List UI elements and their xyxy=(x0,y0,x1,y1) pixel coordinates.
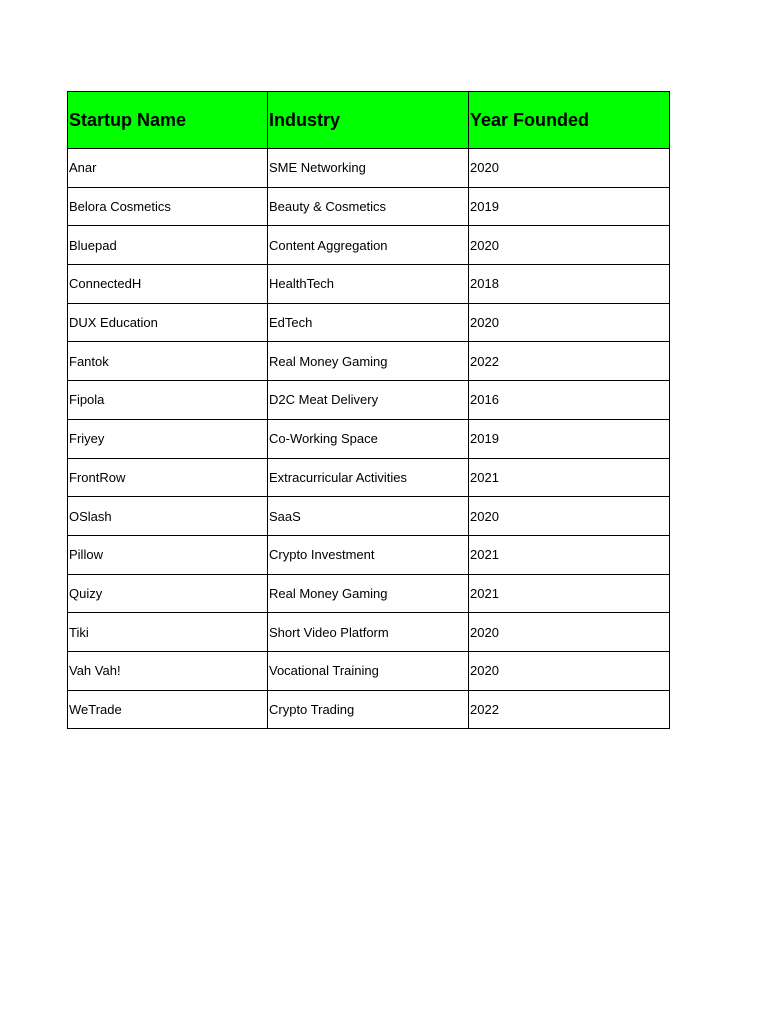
cell-startup-name: Belora Cosmetics xyxy=(68,187,268,226)
cell-industry: Real Money Gaming xyxy=(268,574,469,613)
cell-startup-name: OSlash xyxy=(68,497,268,536)
header-year-founded: Year Founded xyxy=(469,92,670,149)
table-row xyxy=(68,458,670,497)
table-row xyxy=(68,265,670,304)
cell-startup-name: FrontRow xyxy=(68,458,268,497)
cell-startup-name: Tiki xyxy=(68,613,268,652)
table-row xyxy=(68,187,670,226)
cell-startup-name: Fantok xyxy=(68,342,268,381)
cell-year-founded: 2019 xyxy=(469,187,670,226)
cell-industry: Beauty & Cosmetics xyxy=(268,187,469,226)
cell-year-founded: 2020 xyxy=(469,303,670,342)
table-row xyxy=(68,342,670,381)
cell-year-founded: 2020 xyxy=(469,651,670,690)
cell-year-founded: 2016 xyxy=(469,381,670,420)
cell-industry: Extracurricular Activities xyxy=(268,458,469,497)
table-row xyxy=(68,419,670,458)
cell-startup-name: Friyey xyxy=(68,419,268,458)
cell-startup-name: Pillow xyxy=(68,535,268,574)
cell-industry: Short Video Platform xyxy=(268,613,469,652)
cell-year-founded: 2020 xyxy=(469,613,670,652)
cell-startup-name: WeTrade xyxy=(68,690,268,729)
cell-year-founded: 2021 xyxy=(469,458,670,497)
cell-startup-name: Anar xyxy=(68,149,268,188)
cell-startup-name: Vah Vah! xyxy=(68,651,268,690)
cell-startup-name: ConnectedH xyxy=(68,265,268,304)
cell-startup-name: Bluepad xyxy=(68,226,268,265)
cell-year-founded: 2020 xyxy=(469,226,670,265)
cell-industry: Vocational Training xyxy=(268,651,469,690)
cell-industry: D2C Meat Delivery xyxy=(268,381,469,420)
cell-year-founded: 2020 xyxy=(469,149,670,188)
table-row xyxy=(68,613,670,652)
table-row xyxy=(68,497,670,536)
cell-industry: Co-Working Space xyxy=(268,419,469,458)
cell-year-founded: 2019 xyxy=(469,419,670,458)
cell-industry: Crypto Trading xyxy=(268,690,469,729)
cell-industry: EdTech xyxy=(268,303,469,342)
cell-startup-name: Quizy xyxy=(68,574,268,613)
header-startup-name: Startup Name xyxy=(68,92,268,149)
table-row xyxy=(68,574,670,613)
cell-year-founded: 2020 xyxy=(469,497,670,536)
cell-industry: Real Money Gaming xyxy=(268,342,469,381)
cell-year-founded: 2018 xyxy=(469,265,670,304)
table-body xyxy=(68,149,670,729)
cell-year-founded: 2022 xyxy=(469,690,670,729)
table-row xyxy=(68,690,670,729)
cell-startup-name: Fipola xyxy=(68,381,268,420)
cell-year-founded: 2021 xyxy=(469,574,670,613)
cell-industry: Content Aggregation xyxy=(268,226,469,265)
cell-startup-name: DUX Education xyxy=(68,303,268,342)
cell-industry: SaaS xyxy=(268,497,469,536)
header-industry: Industry xyxy=(268,92,469,149)
cell-year-founded: 2021 xyxy=(469,535,670,574)
cell-industry: Crypto Investment xyxy=(268,535,469,574)
table-header xyxy=(68,92,670,149)
startup-table xyxy=(67,91,670,729)
table-row xyxy=(68,303,670,342)
header-row xyxy=(68,92,670,149)
cell-industry: SME Networking xyxy=(268,149,469,188)
table-row xyxy=(68,226,670,265)
table-row xyxy=(68,381,670,420)
table-row xyxy=(68,535,670,574)
table-row xyxy=(68,651,670,690)
cell-year-founded: 2022 xyxy=(469,342,670,381)
cell-industry: HealthTech xyxy=(268,265,469,304)
table-row xyxy=(68,149,670,188)
